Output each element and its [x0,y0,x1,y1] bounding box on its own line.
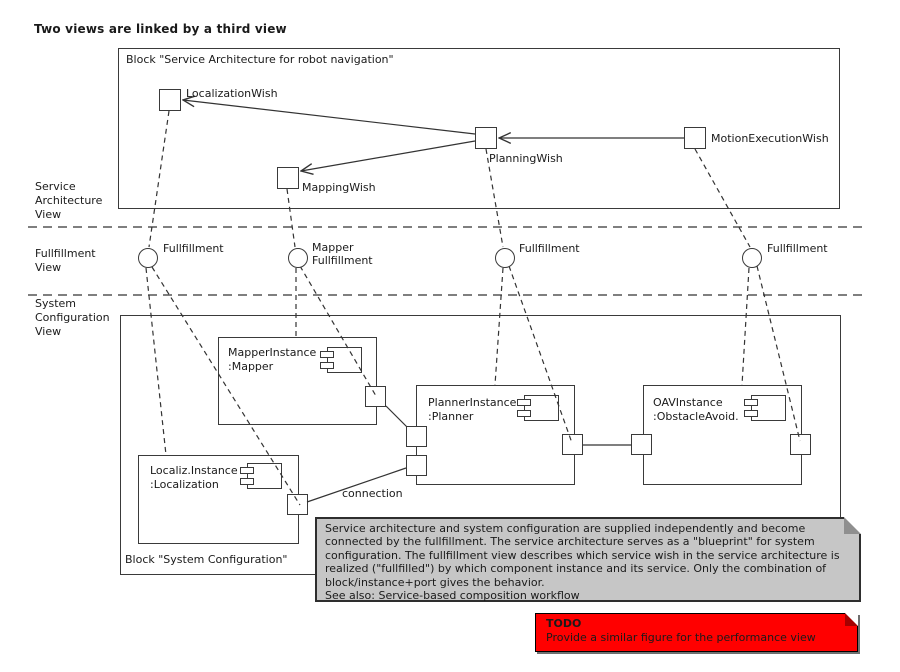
service-architecture-view-label [35,180,102,222]
instance-type: :Localization [150,478,219,491]
view-label-line: Service [35,180,76,193]
component-icon-tab [320,362,334,369]
fullfillment-circle-mapper [288,248,308,268]
instance-name: OAVInstance [653,396,723,409]
note-line: See also: Service-based composition workflow [325,589,580,603]
label-line: Fullfillment [312,254,373,267]
localization-wish-port [159,89,181,111]
note-line: Service architecture and system configuration are supplied independently and become [325,522,806,535]
system-configuration-block-label: Block "System Configuration" [125,553,288,566]
planner-left-top-port [406,426,427,447]
mapper-port [365,386,386,407]
connection-label: connection [342,487,403,500]
component-icon-tab [744,399,758,406]
view-label-line: View [35,208,62,221]
page-title: Two views are linked by a third view [34,22,287,36]
localization-port [287,494,308,515]
instance-type: :Mapper [228,360,274,373]
dog-ear-icon [845,613,858,626]
system-configuration-view-label [35,297,110,339]
instance-name: MapperInstance [228,346,317,359]
planner-left-bottom-port [406,455,427,476]
component-icon-tab [240,478,254,485]
component-icon-tab [240,467,254,474]
mapping-wish-port [277,167,299,189]
fullfillment-circle-oav [742,248,762,268]
mapper-instance-label [228,346,316,374]
note-line: block/instance+port gives the behavior. [325,575,545,589]
todo-note [535,613,858,652]
planning-wish-port [475,127,497,149]
component-icon-tab [517,410,531,417]
instance-name: PlannerInstance [428,396,517,409]
dog-ear-icon [844,517,861,534]
note-line: configuration. The fullfillment view describes which service wish in the service architecture is [325,548,840,562]
view-label-line: Architecture [35,194,103,207]
note-line: connected by the fullfillment. The service architecture serves as a "blueprint" for system [325,535,815,549]
fullfillment-label: Fullfillment [767,242,828,255]
fullfillment-view-label [35,247,96,275]
instance-name: Localiz.Instance [150,464,238,477]
fullfillment-label: Fullfillment [519,242,580,255]
instance-type: :Planner [428,410,474,423]
view-label-line: Fullfillment [35,247,96,260]
view-label-line: View [35,325,62,338]
localization-instance-label [150,464,238,492]
todo-title: TODO [546,617,582,630]
mapping-wish-label: MappingWish [302,181,376,194]
motion-execution-wish-label: MotionExecutionWish [711,132,829,145]
view-label-line: View [35,261,62,274]
view-label-line: Configuration [35,311,110,324]
component-icon-tab [744,410,758,417]
planner-instance-label [428,396,516,424]
oav-right-port [790,434,811,455]
oav-left-port [631,434,652,455]
fullfillment-label: Fullfillment [163,242,224,255]
note-line: realized ("fullfilled") by which component instance and its service. Only the combination of [325,562,827,576]
mapper-fullfillment-label [312,241,373,267]
localization-wish-label: LocalizationWish [186,87,278,100]
oav-instance-label [653,396,739,424]
todo-body: Provide a similar figure for the performance view [546,631,816,644]
instance-type: :ObstacleAvoid. [653,410,739,423]
motion-execution-wish-port [684,127,706,149]
component-icon-tab [320,351,334,358]
fullfillment-circle-localization [138,248,158,268]
explanation-note [315,517,861,602]
label-line: Mapper [312,241,354,254]
fullfillment-circle-planner [495,248,515,268]
service-architecture-block-label: Block "Service Architecture for robot navigation" [126,53,394,66]
component-icon-tab [517,399,531,406]
planning-wish-label: PlanningWish [489,152,563,165]
planner-right-port [562,434,583,455]
view-label-line: System [35,297,77,310]
